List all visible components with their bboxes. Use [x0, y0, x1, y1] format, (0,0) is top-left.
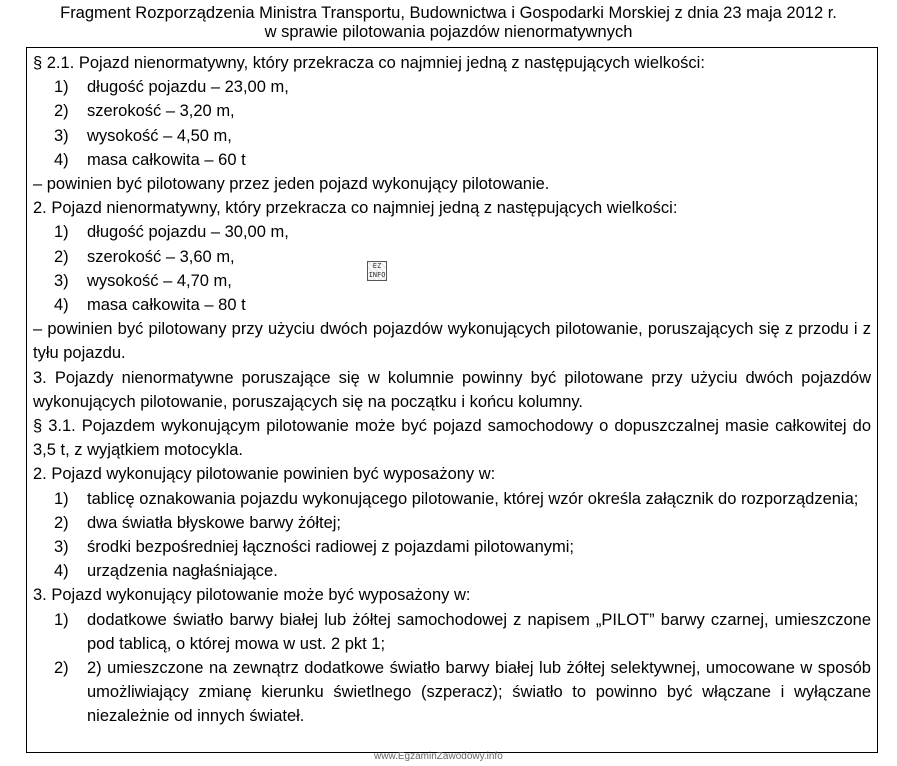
s3-2-intro: 2. Pojazd wykonujący pilotowanie powinien być wyposażony w:: [33, 465, 496, 484]
document-title-line-2: w sprawie pilotowania pojazdów nienormatywnych: [264, 23, 633, 41]
list-item: 4) urządzenia nagłaśniające.: [54, 562, 278, 581]
ez-info-icon: EZ INFO: [368, 262, 386, 279]
s2-1-intro: § 2.1. Pojazd nienormatywny, który przekracza co najmniej jedną z następujących wielkości:: [33, 54, 705, 72]
regulation-content: [33, 51, 871, 729]
s2-2-outro: – powinien być pilotowany przy użyciu dwóch pojazdów wykonujących pilotowanie, poruszających się z przodu i z tyłu pojazdu.: [33, 320, 871, 363]
s2-2-list: [33, 220, 871, 317]
list-item: 3) wysokość – 4,50 m,: [54, 126, 232, 145]
s3-3-list: [33, 608, 871, 729]
watermark: www.EgzaminZawodowy.info: [374, 751, 503, 762]
s3-1: § 3.1. Pojazdem wykonującym pilotowanie może być pojazd samochodowy o dopuszczalnej masie całkowitej do 3,5 t, z wyjątkiem motocykla.: [33, 417, 871, 460]
list-item: 1) długość pojazdu – 30,00 m,: [54, 223, 289, 242]
s2-2-intro: 2. Pojazd nienormatywny, który przekracza co najmniej jedną z następujących wielkości:: [33, 199, 678, 218]
s2-1-list: [33, 75, 871, 172]
s2-1-outro: – powinien być pilotowany przez jeden pojazd wykonujący pilotowanie.: [33, 175, 550, 194]
list-item: 2) szerokość – 3,60 m,: [54, 247, 235, 266]
s2-3: 3. Pojazdy nienormatywne poruszające się w kolumnie powinny być pilotowane przy użyciu dwóch pojazdów wykonujących pilotowanie, poruszających się na początku i końcu kolumny.: [33, 368, 871, 411]
list-item: 1) dodatkowe światło barwy białej lub żółtej samochodowej z napisem „PILOT” barwy czarnej, umieszczone pod tablicą, o której mowa w ust. 2 pkt 1;: [54, 610, 871, 653]
document-title-line-1: Fragment Rozporządzenia Ministra Transportu, Budownictwa i Gospodarki Morskiej z dnia 23 maja 2012 r.: [60, 4, 837, 22]
list-item: 1) tablicę oznakowania pojazdu wykonującego pilotowanie, której wzór określa załącznik do rozporządzenia;: [54, 489, 859, 508]
s3-3-intro: 3. Pojazd wykonujący pilotowanie może być wyposażony w:: [33, 586, 471, 605]
s3-2-list: [33, 487, 871, 584]
list-item: 3) wysokość – 4,70 m,: [54, 271, 232, 290]
list-item: 4) masa całkowita – 60 t: [54, 150, 246, 169]
list-item: 4) masa całkowita – 80 t: [54, 296, 246, 315]
list-item: 2) 2) umieszczone na zewnątrz dodatkowe światło barwy białej lub żółtej selektywnej, umocowane w sposób umożliwiający zmianę kierunku świetlnego (szperacz); światło to powinno być włączane i wyłączane niezależnie od innych świateł.: [54, 659, 871, 726]
list-item: 2) dwa światła błyskowe barwy żółtej;: [54, 513, 342, 532]
list-item: 3) środki bezpośredniej łączności radiowej z pojazdami pilotowanymi;: [54, 538, 574, 557]
list-item: 1) długość pojazdu – 23,00 m,: [54, 78, 289, 97]
list-item: 2) szerokość – 3,20 m,: [54, 102, 235, 121]
